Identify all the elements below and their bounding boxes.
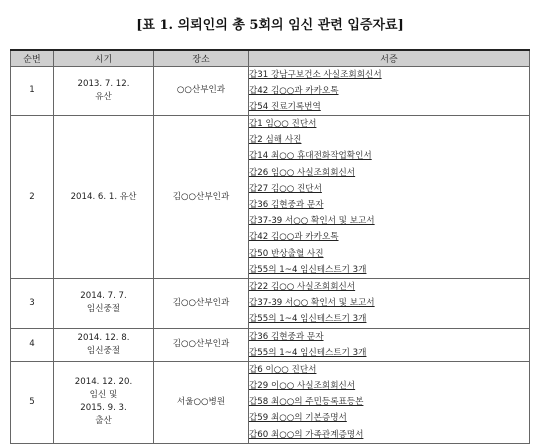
evidence-item (249, 345, 529, 361)
table-body (11, 66, 530, 443)
row-evidence (249, 66, 530, 116)
evidence-item (249, 410, 529, 426)
evidence-item (249, 83, 529, 99)
row-place: 서울○○병원 (154, 361, 249, 443)
row-number: 1 (11, 66, 54, 116)
period-line: 2013. 7. 12. (77, 78, 130, 89)
row-period (54, 361, 154, 443)
table-row (11, 116, 530, 279)
row-place: ○○산부인과 (154, 66, 249, 116)
evidence-item (249, 362, 529, 378)
row-evidence (249, 328, 530, 361)
evidence-item-text: 갑50 반상출혈 사진 (249, 248, 324, 259)
evidence-item (249, 378, 529, 394)
period-line: 2014. 12. 8. (77, 332, 130, 343)
row-evidence (249, 116, 530, 279)
header-evidence: 서증 (249, 50, 530, 66)
table-row (11, 66, 530, 116)
row-evidence (249, 278, 530, 328)
evidence-item (249, 427, 529, 443)
evidence-item-text: 갑29 이○○ 사실조회회신서 (249, 381, 356, 392)
evidence-item-text: 갑37-39 서○○ 확인서 및 보고서 (249, 216, 375, 227)
evidence-item (249, 181, 529, 197)
evidence-item-text: 갑42 김○○과 카카오톡 (249, 85, 339, 96)
evidence-item (249, 165, 529, 181)
evidence-item-text: 갑6 이○○ 진단서 (249, 364, 317, 375)
row-period (54, 278, 154, 328)
evidence-item-text: 갑36 김현중과 문자 (249, 200, 324, 210)
evidence-item-text: 갑55의 1~4 임신테스트기 3개 (249, 347, 367, 358)
period-line: 임신 및 (89, 390, 118, 401)
row-place: 김○○산부인과 (154, 116, 249, 279)
evidence-item-text: 갑36 김현중과 문자 (249, 331, 324, 342)
evidence-item-text: 갑55의 1~4 임신테스트기 3개 (249, 264, 367, 275)
table-row (11, 278, 530, 328)
evidence-item (249, 116, 529, 132)
evidence-item-text: 갑60 최○○의 가족관계증명서 (249, 429, 364, 440)
row-place: 김○○산부인과 (154, 278, 249, 328)
evidence-item (249, 67, 529, 83)
table-title: [표 1. 의뢰인의 총 5회의 임신 관련 입증자료] (136, 18, 404, 33)
row-evidence (249, 361, 530, 443)
period-line: 임신중절 (86, 345, 121, 356)
row-number: 3 (11, 278, 54, 328)
evidence-item (249, 329, 529, 345)
evidence-item (249, 148, 529, 164)
evidence-item-text: 갑58 최○○의 주민등록표등본 (249, 397, 364, 408)
evidence-item-text: 갑14 최○○ 휴대전화작업확인서 (249, 151, 372, 162)
evidence-item-text: 갑22 김○○ 사실조회회신서 (249, 281, 356, 292)
period-line: 2014. 6. 1. 유산 (70, 191, 137, 202)
period-line: 임신중절 (86, 304, 121, 315)
period-line: 유산 (95, 91, 112, 102)
row-number: 2 (11, 116, 54, 279)
row-number: 5 (11, 361, 54, 443)
evidence-item (249, 213, 529, 229)
header-period: 시기 (54, 50, 154, 66)
evidence-item-text: 갑27 김○○ 진단서 (249, 183, 322, 194)
evidence-item (249, 229, 529, 245)
period-line: 2014. 12. 20. (74, 377, 133, 388)
evidence-item-text: 갑1 임○○ 진단서 (249, 119, 317, 130)
row-period (54, 328, 154, 361)
row-period (54, 116, 154, 279)
evidence-table (10, 49, 530, 444)
period-line: 2015. 9. 3. (80, 403, 127, 414)
row-period (54, 66, 154, 116)
header-number: 순번 (11, 50, 54, 66)
evidence-item (249, 311, 529, 327)
evidence-item-text: 갑37-39 서○○ 확인서 및 보고서 (249, 298, 375, 309)
evidence-item (249, 295, 529, 311)
table-row (11, 361, 530, 443)
evidence-item (249, 279, 529, 295)
evidence-item-text: 갑26 임○○ 사실조회회신서 (249, 167, 356, 178)
evidence-item (249, 262, 529, 278)
evidence-item-text: 갑54 진료기록번역 (249, 101, 321, 112)
row-number: 4 (11, 328, 54, 361)
evidence-item-text: 갑2 심해 사진 (249, 135, 302, 146)
table-header-row (11, 50, 530, 66)
evidence-item-text: 갑59 최○○의 기본증명서 (249, 413, 347, 424)
row-place: 김○○산부인과 (154, 328, 249, 361)
evidence-item (249, 99, 529, 115)
table-row (11, 328, 530, 361)
evidence-item (249, 246, 529, 262)
evidence-item-text: 갑31 강남구보건소 사실조회회신서 (249, 69, 382, 80)
evidence-item-text: 갑55의 1~4 임신테스트기 3개 (249, 314, 367, 325)
period-line: 출산 (95, 416, 112, 427)
header-place: 장소 (154, 50, 249, 66)
evidence-item (249, 197, 529, 213)
evidence-item-text: 갑42 김○○과 카카오톡 (249, 232, 339, 243)
period-line: 2014. 7. 7. (80, 291, 127, 302)
evidence-item (249, 394, 529, 410)
evidence-item (249, 132, 529, 148)
